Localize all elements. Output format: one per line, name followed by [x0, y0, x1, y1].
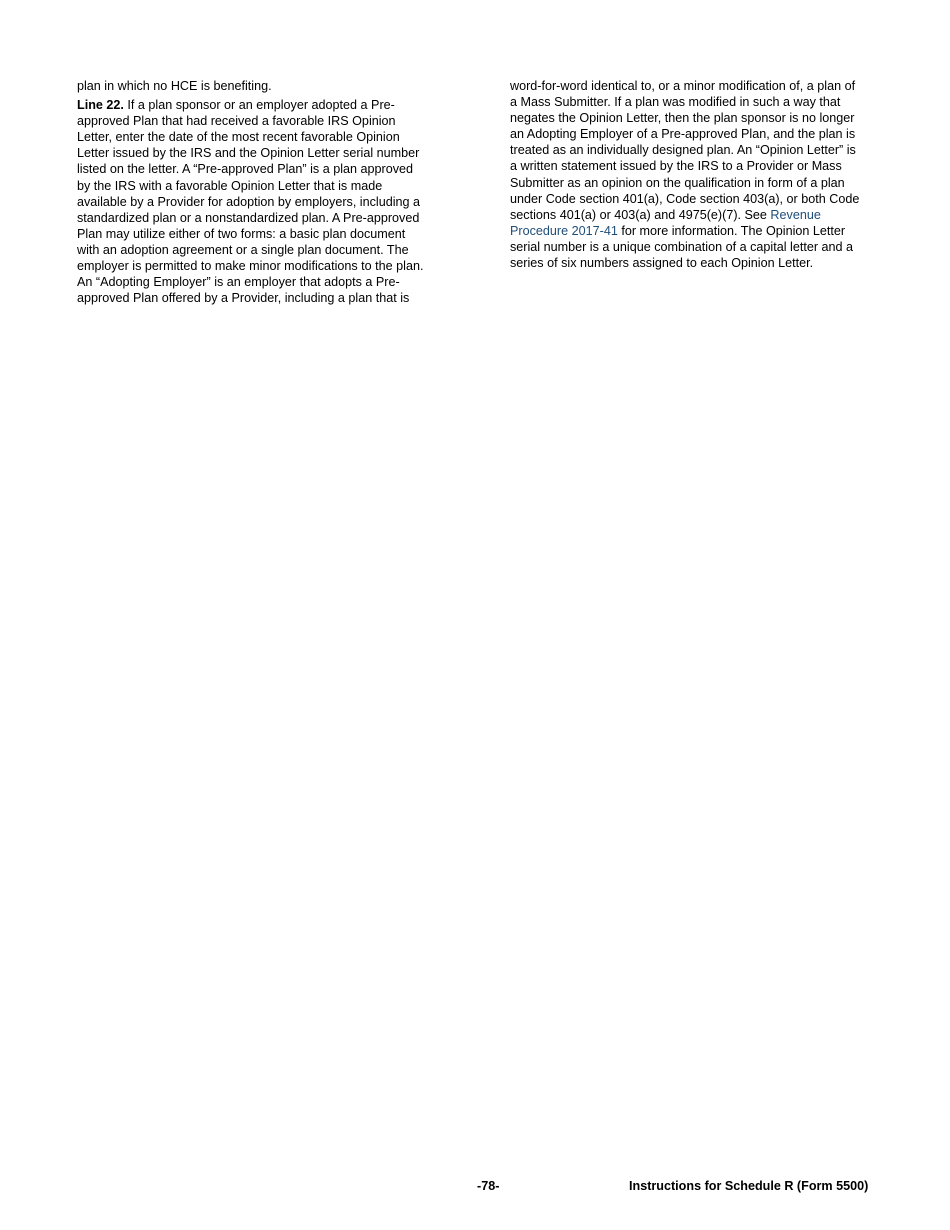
text-line: listed on the letter. A “Pre-approved Plan” is a plan approved	[77, 162, 414, 177]
footer-title: Instructions for Schedule R (Form 5500)	[629, 1179, 869, 1193]
paragraph-hce	[77, 78, 465, 94]
line-22-heading: Line 22.	[77, 98, 124, 113]
text-line: treated as an individually designed plan. An “Opinion Letter” is	[510, 143, 856, 158]
text-line: a Mass Submitter. If a plan was modified in such a way that	[510, 95, 841, 110]
text-line: under Code section 401(a), Code section 403(a), or both Code	[510, 191, 860, 206]
text-line: serial number is a unique combination of a capital letter and a	[510, 239, 854, 254]
text-line: Letter issued by the IRS and the Opinion Letter serial number	[77, 146, 420, 161]
page-number: -78-	[477, 1179, 500, 1193]
line-22-first-line: If a plan sponsor or an employer adopted a Pre-	[123, 98, 395, 113]
text-line: word-for-word identical to, or a minor modification of, a plan of	[510, 79, 856, 93]
left-column	[77, 78, 465, 306]
text-line: approved Plan that had received a favorable IRS Opinion	[77, 114, 396, 129]
revenue-procedure-link[interactable]: Revenue	[770, 207, 821, 222]
text-line: employer is permitted to make minor modifications to the plan.	[77, 259, 424, 274]
text-after-link: for more information. The Opinion Letter	[617, 223, 846, 238]
revenue-procedure-link-continued[interactable]: Procedure 2017-41	[510, 223, 618, 238]
right-column	[510, 78, 902, 271]
text-line: Submitter as an opinion on the qualification in form of a plan	[510, 175, 845, 190]
text-line: available by a Provider for adoption by employers, including a	[77, 194, 421, 209]
text-line: Letter, enter the date of the most recent favorable Opinion	[77, 130, 400, 145]
text-line	[510, 223, 902, 239]
text-line: negates the Opinion Letter, then the plan sponsor is no longer	[510, 111, 855, 126]
text-line: standardized plan or a nonstandardized plan. A Pre-approved	[77, 210, 420, 225]
text-line: series of six numbers assigned to each Opinion Letter.	[510, 256, 814, 271]
text-line: An “Adopting Employer” is an employer that adopts a Pre-	[77, 275, 400, 290]
text-line: approved Plan offered by a Provider, including a plan that is	[77, 291, 410, 306]
text-line: by the IRS with a favorable Opinion Letter that is made	[77, 178, 383, 193]
text-line: plan in which no HCE is benefiting.	[77, 79, 272, 93]
text-line: Plan may utilize either of two forms: a basic plan document	[77, 226, 406, 241]
text-line	[510, 207, 902, 223]
text-before-link: sections 401(a) or 403(a) and 4975(e)(7). See	[510, 207, 771, 222]
text-line	[77, 97, 465, 113]
paragraph-line-22	[77, 97, 465, 306]
text-line: a written statement issued by the IRS to a Provider or Mass	[510, 159, 842, 174]
text-line: with an adoption agreement or a single plan document. The	[77, 242, 409, 257]
text-line: an Adopting Employer of a Pre-approved Plan, and the plan is	[510, 127, 856, 142]
